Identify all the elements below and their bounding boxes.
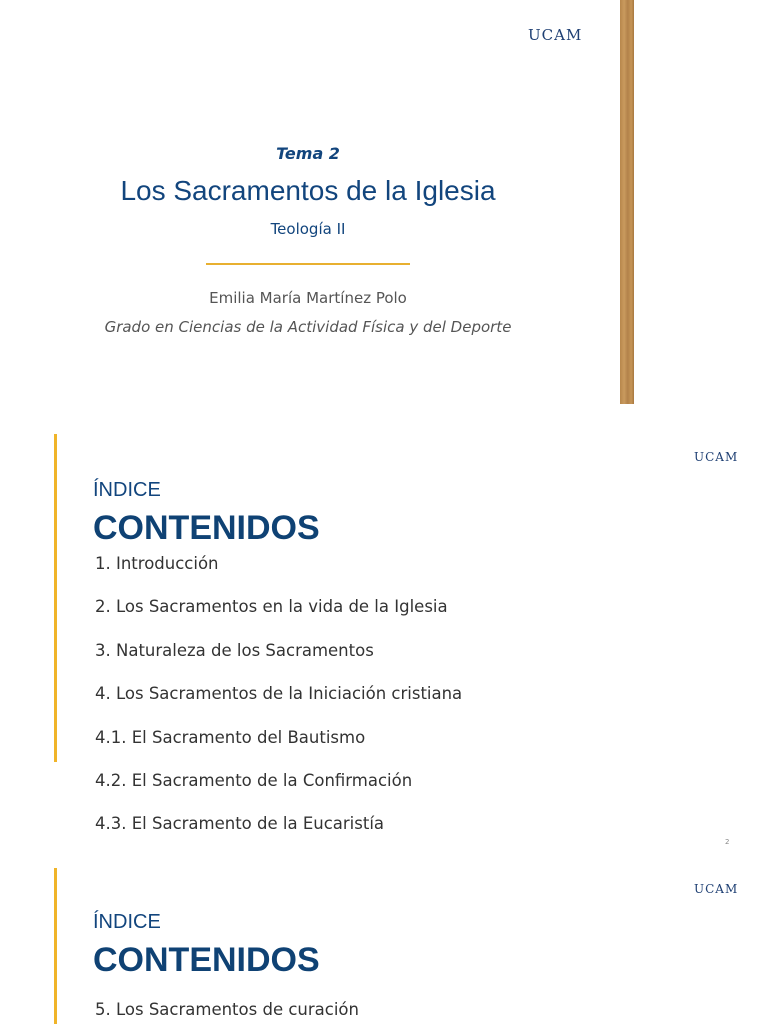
- index-slide-continued: [0, 864, 768, 1024]
- toc-item: 3. Naturaleza de los Sacramentos: [95, 640, 374, 660]
- index-slide: [0, 432, 768, 852]
- index-label: ÍNDICE: [93, 479, 161, 501]
- toc-item: 5. Los Sacramentos de curación: [95, 1000, 359, 1019]
- course-name: Teología II: [270, 220, 346, 238]
- page-number: 2: [725, 838, 730, 846]
- contents-heading: CONTENIDOS: [93, 941, 320, 979]
- toc-item: 4.3. El Sacramento de la Eucaristía: [95, 814, 385, 834]
- slide-title: Los Sacramentos de la Iglesia: [120, 175, 496, 206]
- toc-item: 1. Introducción: [95, 554, 219, 573]
- toc-item: 4.2. El Sacramento de la Confirmación: [95, 770, 413, 790]
- degree-name: Grado en Ciencias de la Actividad Física y del Deporte: [104, 318, 512, 336]
- table-of-contents: [95, 554, 462, 852]
- contents-heading: CONTENIDOS: [93, 509, 320, 547]
- table-of-contents: [95, 1000, 359, 1024]
- toc-item: 4.1. El Sacramento del Bautismo: [95, 727, 366, 747]
- cover-slide: [0, 0, 768, 404]
- accent-bar: [54, 434, 57, 762]
- accent-bar: [54, 868, 57, 1024]
- divider-rule: [206, 263, 410, 265]
- ucam-logo: UCAM: [528, 26, 583, 44]
- wood-strip-decoration: [620, 0, 634, 404]
- toc-item: 4. Los Sacramentos de la Iniciación cristiana: [95, 684, 463, 704]
- topic-number: Tema 2: [276, 144, 340, 163]
- index-label: ÍNDICE: [93, 911, 161, 933]
- ucam-logo: UCAM: [694, 450, 739, 464]
- ucam-logo: UCAM: [694, 882, 739, 896]
- toc-item: 2. Los Sacramentos en la vida de la Iglesia: [95, 597, 448, 617]
- author-name: Emilia María Martínez Polo: [209, 289, 407, 307]
